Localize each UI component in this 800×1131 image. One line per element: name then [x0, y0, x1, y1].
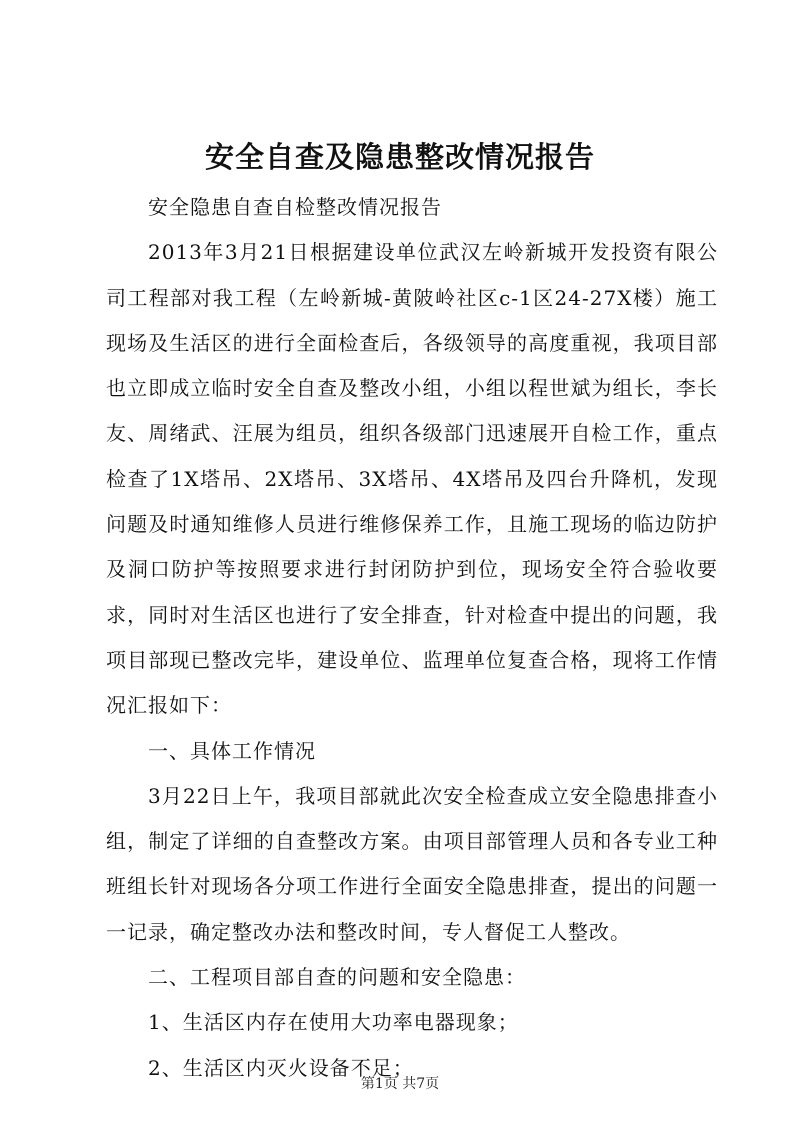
paragraph-intro: 2013年3月21日根据建设单位武汉左岭新城开发投资有限公司工程部对我工程（左岭新城-黄陂岭社区c-1区24-27X楼）施工现场及生活区的进行全面检查后，各级领导的高度重视，我项目部也立即成立临时安全自查及整改小组，小组以程世斌为组长，李长友、周绪武、汪展为组员，组织各级部门迅速展开自检工作，重点检查了1X塔吊、2X塔吊、3X塔吊、4X塔吊及四台升降机，发现问题及时通知维修人员进行维修保养工作，且施工现场的临边防护及洞口防护等按照要求进行封闭防护到位，现场安全符合验收要求，同时对生活区也进行了安全排查，针对检查中提出的问题，我项目部现已整改完毕，建设单位、监理单位复查合格，现将工作情况汇报如下：: [106, 240, 718, 718]
paragraph-subtitle: 安全隐患自查自检整改情况报告: [148, 195, 442, 219]
document-body: [106, 185, 718, 1091]
paragraph-work-details: 3月22日上午，我项目部就此次安全检查成立安全隐患排查小组，制定了详细的自查整改方案。由项目部管理人员和各专业工种班组长针对现场各分项工作进行全面安全隐患排查，提出的问题一一记录，确定整改办法和整改时间，专人督促工人整改。: [106, 783, 718, 944]
section-heading-1: 一、具体工作情况: [148, 738, 316, 763]
list-item-2: 2、生活区内灭火设备不足；: [148, 1055, 414, 1080]
list-item-1: 1、生活区内存在使用大功率电器现象；: [148, 1010, 519, 1035]
page-number-footer: 第1页 共7页: [360, 1076, 440, 1092]
document-title: 安全自查及隐患整改情况报告: [204, 140, 595, 174]
section-heading-2: 二、工程项目部自查的问题和安全隐患：: [148, 965, 526, 990]
